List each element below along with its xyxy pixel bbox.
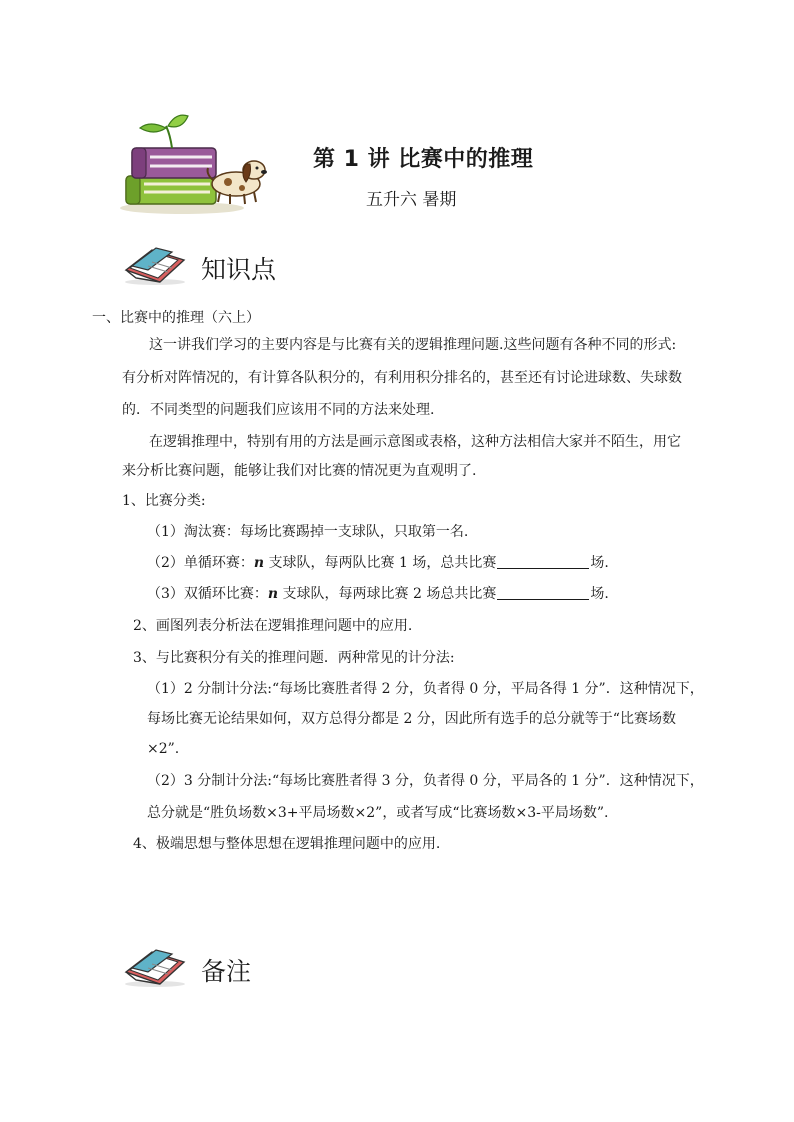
item3-a-line1: （1）2 分制计分法:“每场比赛胜者得 2 分，负者得 0 分，平局各得 1 分”．这种情况下，: [147, 681, 704, 697]
item1-b-post: 场.: [590, 555, 609, 571]
para2-line1: 在逻辑推理中，特别有用的方法是画示意图或表格，这种方法相信大家并不陌生，用它: [149, 434, 681, 450]
open-book-icon: [122, 244, 188, 286]
item1-c-mid: 支球队，每两球比赛 2 场总共比赛: [278, 586, 497, 602]
item1-a: （1）淘汰赛：每场比赛踢掉一支球队，只取第一名.: [147, 524, 469, 540]
item1-b-n: n: [253, 555, 265, 571]
item1-b-mid: 支球队，每两队比赛 1 场，总共比赛: [264, 555, 497, 571]
answer-blank-2[interactable]: [497, 585, 589, 600]
books-plant-dog-illustration: [110, 112, 270, 216]
item1-heading: 1、比赛分类:: [122, 493, 206, 509]
section-heading-notes: 备注: [201, 957, 252, 986]
item1-b-pre: （2）单循环赛：: [147, 555, 254, 571]
item3: 3、与比赛积分有关的推理问题．两种常见的计分法:: [133, 650, 455, 666]
answer-blank-1[interactable]: [497, 554, 589, 569]
item3-a-line2: 每场比赛无论结果如何，双方总得分都是 2 分，因此所有选手的总分就等于“比赛场数: [147, 711, 676, 727]
item1-b: [147, 553, 609, 573]
para2-line2: 来分析比赛问题，能够让我们对比赛的情况更为直观明了.: [122, 463, 477, 479]
section1-title: 一、比赛中的推理（六上）: [92, 310, 260, 326]
section-heading-knowledge: 知识点: [201, 255, 277, 284]
item1-c-n: n: [267, 586, 279, 602]
para1-line2: 有分析对阵情况的，有计算各队积分的，有利用积分排名的，甚至还有讨论进球数、失球数: [122, 370, 682, 386]
item3-b-line1: （2）3 分制计分法:“每场比赛胜者得 3 分，负者得 0 分，平局各的 1 分”．这种情况下，: [147, 773, 704, 789]
item1-c: [147, 584, 609, 604]
item3-a-line3: ×2”.: [147, 741, 180, 757]
item2: 2、画图列表分析法在逻辑推理问题中的应用.: [133, 618, 413, 634]
item1-c-pre: （3）双循环比赛：: [147, 586, 268, 602]
item3-b-line2: 总分就是“胜负场数×3+平局场数×2”，或者写成“比赛场数×3-平局场数”.: [147, 805, 609, 821]
item4: 4、极端思想与整体思想在逻辑推理问题中的应用.: [133, 836, 441, 852]
page-subtitle: 五升六 暑期: [366, 190, 457, 210]
item1-c-post: 场.: [590, 586, 609, 602]
para1-line1: 这一讲我们学习的主要内容是与比赛有关的逻辑推理问题.这些问题有各种不同的形式:: [149, 337, 677, 353]
page-title: 第 1 讲 比赛中的推理: [313, 147, 534, 172]
open-book-icon: [122, 946, 188, 988]
para1-line3: 的．不同类型的问题我们应该用不同的方法来处理.: [122, 402, 435, 418]
